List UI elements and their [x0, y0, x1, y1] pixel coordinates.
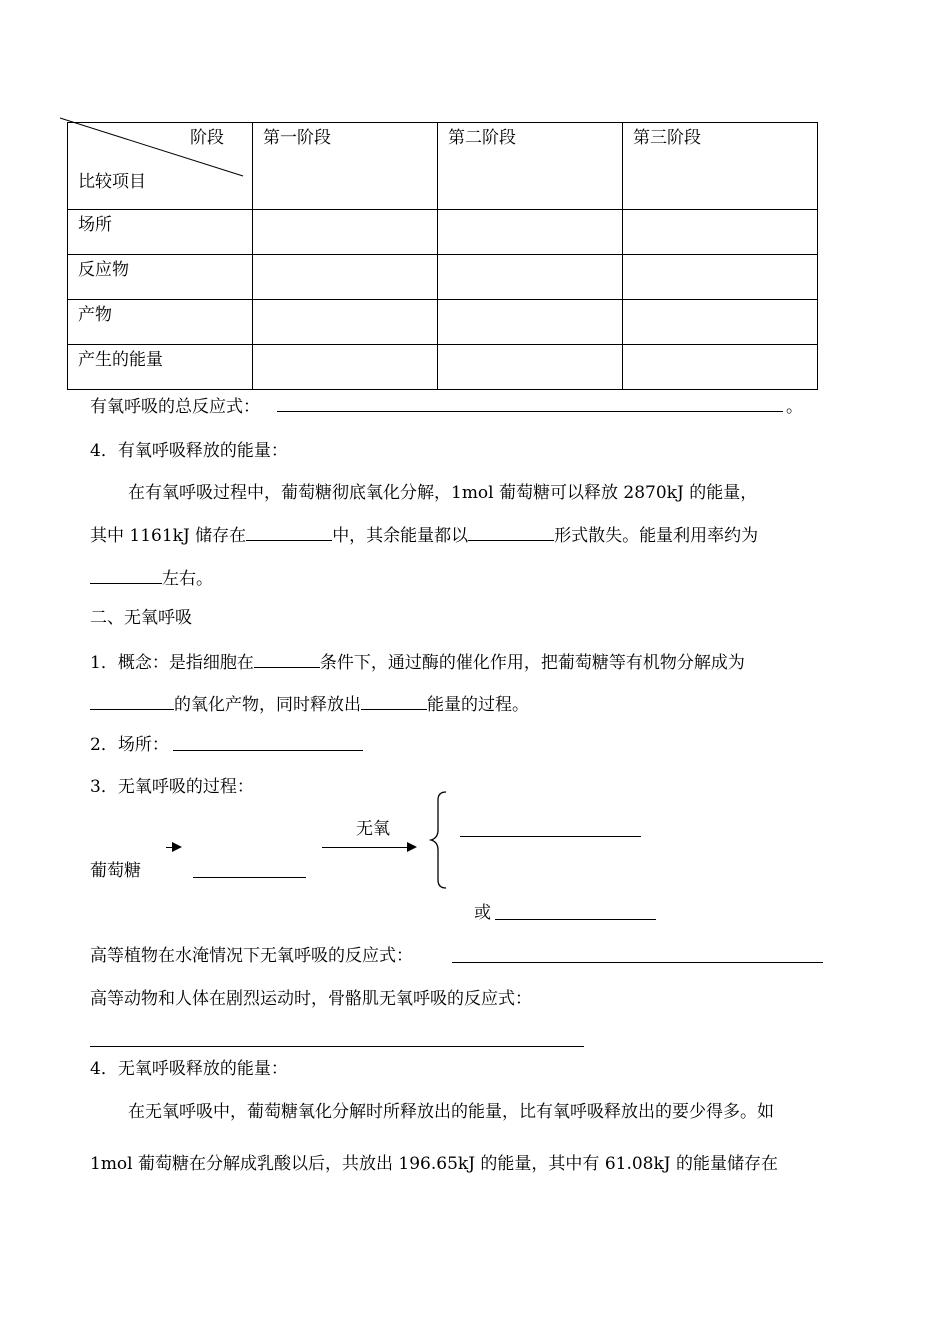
- text-segment: 条件下，通过酶的催化作用，把葡萄糖等有机物分解成为: [319, 653, 745, 673]
- blank-cell[interactable]: [623, 345, 818, 390]
- anaerobic-arrow-label: 无氧: [356, 819, 390, 839]
- blank-cell[interactable]: [253, 345, 438, 390]
- product-option-2-blank[interactable]: [495, 919, 656, 920]
- blank-cell[interactable]: [253, 255, 438, 300]
- glucose-label: 葡萄糖: [90, 861, 141, 881]
- storage-blank[interactable]: [246, 522, 332, 541]
- concept-line1: [90, 649, 745, 674]
- stage-header-1: 第一阶段: [253, 123, 438, 210]
- blank-cell[interactable]: [253, 300, 438, 345]
- blank-cell[interactable]: [623, 255, 818, 300]
- arrow-icon: [322, 847, 415, 848]
- aerobic-para-line3: [90, 565, 213, 590]
- blank-cell[interactable]: [623, 300, 818, 345]
- header-item-label: 比较项目: [78, 172, 146, 192]
- table-row: [68, 255, 818, 300]
- intermediate-blank[interactable]: [193, 877, 306, 878]
- blank-cell[interactable]: [623, 210, 818, 255]
- form-blank[interactable]: [468, 522, 554, 541]
- aerobic-equation-blank[interactable]: [277, 411, 783, 412]
- text-segment: 左右。: [162, 569, 213, 589]
- aerobic-para-line1: 在有氧呼吸过程中，葡萄糖彻底氧化分解，1mol 葡萄糖可以释放 2870kJ 的能量，: [128, 483, 758, 503]
- condition-blank[interactable]: [254, 649, 320, 668]
- process-heading: 3．无氧呼吸的过程：: [90, 777, 254, 797]
- section-title: 二、无氧呼吸: [90, 608, 192, 628]
- row-label: 场所: [68, 210, 253, 255]
- comparison-table: [67, 122, 818, 390]
- blank-cell[interactable]: [438, 255, 623, 300]
- aerobic-energy-heading: 4．有氧呼吸释放的能量：: [90, 441, 288, 461]
- row-label: 反应物: [68, 255, 253, 300]
- text-segment: 中，其余能量都以: [332, 526, 469, 546]
- text-segment: 形式散失。能量利用率约为: [554, 526, 759, 546]
- table-header-diagonal-cell: [68, 123, 253, 210]
- table-row: [68, 300, 818, 345]
- aerobic-para-line2: [90, 522, 758, 547]
- aerobic-equation-end: 。: [786, 397, 803, 417]
- plant-equation-blank[interactable]: [452, 962, 823, 963]
- anaerobic-energy-heading: 4．无氧呼吸释放的能量：: [90, 1059, 288, 1079]
- arrow-icon: [166, 847, 180, 848]
- brace-icon: [428, 790, 452, 890]
- stage-header-2: 第二阶段: [438, 123, 623, 210]
- stage-header-3: 第三阶段: [623, 123, 818, 210]
- blank-cell[interactable]: [253, 210, 438, 255]
- plant-equation-label: 高等植物在水淹情况下无氧呼吸的反应式：: [90, 946, 413, 966]
- header-stage-label: 阶段: [190, 128, 224, 148]
- text-segment: 的氧化产物，同时释放出: [174, 695, 361, 715]
- text-segment: 能量的过程。: [427, 695, 529, 715]
- place-blank[interactable]: [173, 750, 363, 751]
- or-label: 或: [474, 903, 491, 923]
- blank-cell[interactable]: [438, 345, 623, 390]
- aerobic-equation-label: 有氧呼吸的总反应式：: [90, 397, 260, 417]
- product-blank[interactable]: [90, 691, 174, 710]
- blank-cell[interactable]: [438, 210, 623, 255]
- animal-equation-blank[interactable]: [90, 1046, 584, 1047]
- energy-amount-blank[interactable]: [361, 691, 427, 710]
- place-label: 2．场所：: [90, 735, 169, 755]
- efficiency-blank[interactable]: [90, 565, 162, 584]
- table-row: [68, 210, 818, 255]
- row-label: 产物: [68, 300, 253, 345]
- blank-cell[interactable]: [438, 300, 623, 345]
- anaerobic-energy-line2: 1mol 葡萄糖在分解成乳酸以后，共放出 196.65kJ 的能量，其中有 61.08kJ 的能量储存在: [90, 1154, 779, 1174]
- animal-equation-label: 高等动物和人体在剧烈运动时，骨骼肌无氧呼吸的反应式：: [90, 989, 532, 1009]
- text-segment: 其中 1161kJ 储存在: [90, 526, 247, 546]
- concept-line2: [90, 691, 529, 716]
- product-option-1-blank[interactable]: [460, 836, 641, 837]
- text-segment: 1．概念：是指细胞在: [90, 653, 254, 673]
- row-label: 产生的能量: [68, 345, 253, 390]
- table-row: [68, 345, 818, 390]
- anaerobic-energy-line1: 在无氧呼吸中，葡萄糖氧化分解时所释放出的能量，比有氧呼吸释放出的要少得多。如: [128, 1102, 774, 1122]
